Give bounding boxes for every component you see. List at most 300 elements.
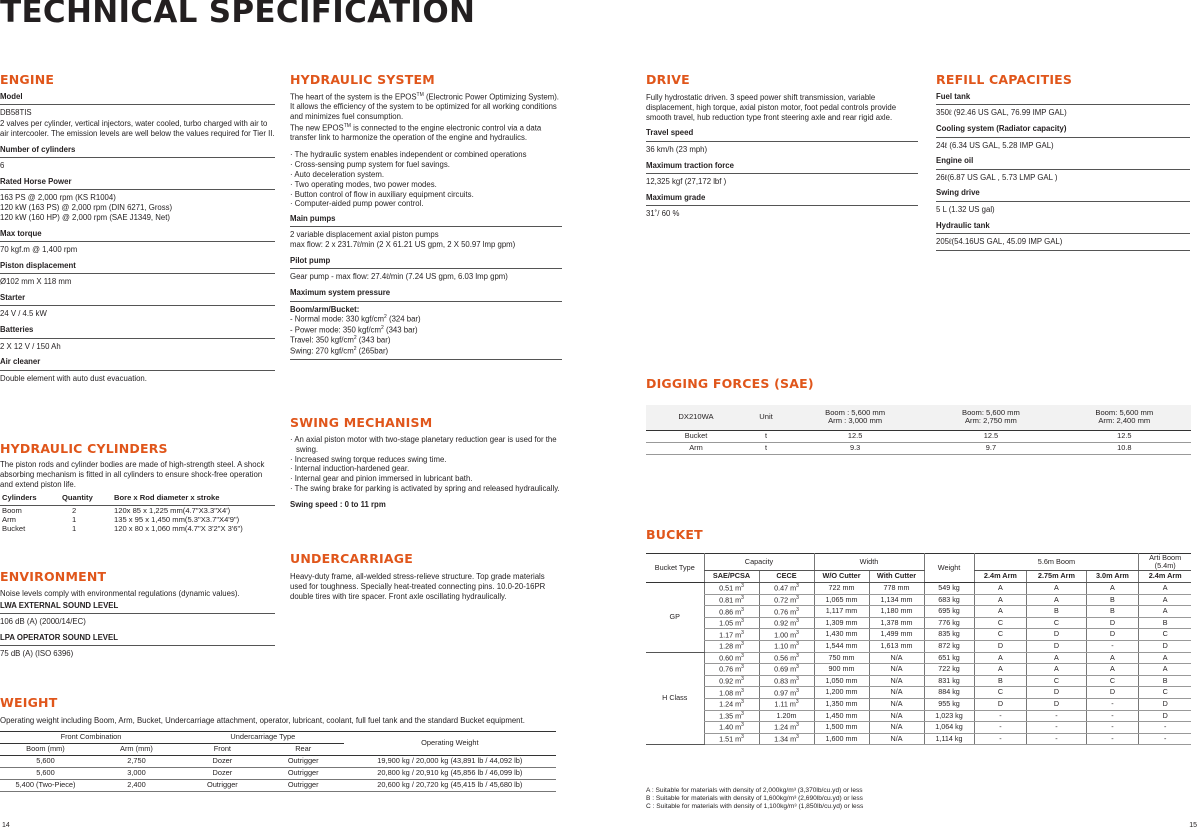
table-cell: A	[974, 606, 1027, 618]
text: 0.76 m	[774, 606, 797, 616]
engine-section	[0, 72, 275, 385]
table-cell: 9.7	[924, 442, 1057, 454]
table-cell: 1,350 mm	[814, 698, 869, 710]
text: - Power mode: 350 kgf/cm	[290, 325, 382, 335]
bucket-table	[646, 553, 1191, 745]
table-cell: -	[1027, 722, 1086, 734]
text: 1.51 m	[719, 734, 742, 744]
text: 0.86 m	[719, 606, 742, 616]
table-cell: 12.5	[924, 430, 1057, 442]
engine-oil-label: Engine oil	[936, 151, 1190, 169]
environment-section	[0, 569, 275, 660]
table-cell	[759, 733, 814, 745]
traction-force-value: 12,325 kgf (27,172 lbf )	[646, 176, 727, 186]
swing-drive-label: Swing drive	[936, 183, 1190, 201]
superscript: 3	[741, 641, 744, 648]
torque-value: 70 kgf.m @ 1,400 rpm	[0, 245, 78, 255]
undercarriage-type-header: Undercarriage Type	[182, 731, 344, 743]
table-cell: A	[1139, 664, 1191, 676]
hydraulic-tank-label: Hydraulic tank	[936, 216, 1190, 234]
lpa-value: 75 dB (A) (ISO 6396)	[0, 649, 74, 659]
superscript: 3	[796, 583, 799, 590]
table-cell: Outrigger	[182, 779, 263, 791]
config-header	[924, 405, 1057, 430]
text: 1.24 m	[774, 722, 797, 732]
piston-displacement-value: Ø102 mm X 118 mm	[0, 277, 72, 287]
text: (343 bar)	[358, 335, 391, 345]
table-cell: 884 kg	[924, 687, 974, 699]
pressure-line: - Normal mode: 330 kgf/$cm^2$ (324 bar)	[290, 314, 421, 324]
model-header: DX210WA	[646, 405, 746, 430]
text: (Electronic Power Optimizing System). It allows the efficiency of the system to be optimized for all working conditions and minimizes fuel consumption.	[290, 92, 559, 122]
table-cell: 1,613 mm	[869, 641, 924, 653]
refill-capacities-heading: REFILL CAPACITIES	[936, 72, 1073, 87]
text: 1.10 m	[774, 641, 797, 651]
list-item: · Internal gear and pinion immersed in lubricant bath.	[290, 474, 562, 484]
table-cell: A	[1139, 606, 1191, 618]
superscript: 3	[741, 710, 744, 717]
bucket-type-cell: H Class	[646, 652, 704, 745]
pressure-line: Swing: 270 kgf/$cm^2$ (265bar)	[290, 346, 562, 360]
list-item: · The swing brake for parking is activated by spring and released hydraulically.	[290, 484, 562, 494]
superscript: 3	[796, 594, 799, 601]
table-cell: 20,800 kg / 20,910 kg (45,856 lb / 46,099 lb)	[344, 767, 556, 779]
superscript: 3	[741, 722, 744, 729]
text: 1.11 m	[774, 699, 796, 709]
text: 0.81 m	[719, 595, 742, 605]
engine-heading: ENGINE	[0, 72, 55, 87]
table-cell: 1	[72, 523, 77, 533]
text: 0.83 m	[774, 676, 797, 686]
arm-2-4m-header: 2.4m Arm	[974, 571, 1027, 583]
text: 1.20m	[776, 710, 797, 720]
table-cell: N/A	[869, 722, 924, 734]
table-cell	[704, 594, 759, 606]
table-cell: Outrigger	[263, 779, 344, 791]
table-cell: Outrigger	[263, 767, 344, 779]
width-header: Width	[814, 554, 924, 571]
table-cell: A	[974, 594, 1027, 606]
model-value: DB58TIS	[0, 108, 32, 118]
table-row	[0, 505, 275, 515]
superscript: 3	[741, 652, 744, 659]
text: (343 bar)	[385, 325, 418, 335]
table-cell: 1,134 mm	[869, 594, 924, 606]
superscript: 3	[741, 629, 744, 636]
table-cell: -	[1086, 698, 1139, 710]
table-cell: 120 x 80 x 1,060 mm(4.7"X 3'2"X 3'6")	[114, 523, 243, 533]
table-cell: A	[974, 583, 1027, 595]
table-cell: 1,500 mm	[814, 722, 869, 734]
hydraulic-paragraph-2	[290, 123, 562, 144]
table-cell: A	[1027, 583, 1086, 595]
table-cell: -	[1027, 710, 1086, 722]
table-cell: -	[1086, 641, 1139, 653]
table-cell: 1,200 mm	[814, 687, 869, 699]
text: - Normal mode: 330 kgf/cm	[290, 315, 385, 324]
table-cell: 120x 85 x 1,225 mm(4.7"X3.3"X4')	[114, 505, 231, 515]
table-row	[646, 629, 1191, 641]
text: Boom: 5,600 mm	[1095, 407, 1154, 417]
text: Boom: 5,600 mm	[962, 407, 1020, 417]
note-a: A : Suitable for materials with density of 2,000kg/m³ (3,370lb/cu.yd) or less	[646, 787, 863, 794]
text: (5.4m)	[1154, 561, 1176, 571]
table-row	[0, 524, 275, 533]
list-item: · Cross-sensing pump system for fuel savings.	[290, 160, 562, 170]
text: Arm : 3,000 mm	[828, 416, 883, 426]
table-cell	[759, 698, 814, 710]
list-item: · An axial piston motor with two-stage planetary reduction gear is used for the swing.	[290, 435, 562, 455]
table-cell	[759, 722, 814, 734]
table-cell	[704, 629, 759, 641]
table-cell: C	[1139, 687, 1191, 699]
text: (265bar)	[358, 346, 389, 356]
table-row	[646, 583, 1191, 595]
table-cell: 9.3	[786, 442, 924, 454]
wo-cutter-header: W/O Cutter	[814, 571, 869, 583]
environment-description: Noise levels comply with environmental regulations (dynamic values).	[0, 589, 240, 598]
table-cell	[704, 675, 759, 687]
hydraulic-cylinders-section	[0, 441, 275, 533]
table-cell: -	[1086, 722, 1139, 734]
torque-label: Max torque	[0, 224, 275, 242]
quantity-header: Quantity	[60, 490, 112, 505]
table-cell: B	[974, 675, 1027, 687]
table-cell	[704, 652, 759, 664]
superscript: 3	[741, 687, 744, 694]
text: 0.72 m	[774, 595, 797, 605]
table-cell: B	[1139, 675, 1191, 687]
table-cell: A	[1027, 664, 1086, 676]
table-cell	[759, 664, 814, 676]
table-cell: 2,750	[91, 755, 182, 767]
horse-power-label: Rated Horse Power	[0, 172, 275, 190]
text: 0.56 m	[774, 653, 797, 663]
with-cutter-header: With Cutter	[869, 571, 924, 583]
table-cell	[704, 606, 759, 618]
table-cell: 1	[72, 514, 77, 524]
table-cell	[704, 722, 759, 734]
table-cell: -	[1139, 733, 1191, 745]
bore-header: Bore x Rod diameter x stroke	[112, 490, 275, 505]
table-cell	[759, 629, 814, 641]
table-cell: 1,430 mm	[814, 629, 869, 641]
text: 1.34 m	[774, 734, 797, 744]
superscript: 3	[741, 583, 744, 590]
table-cell: 750 mm	[814, 652, 869, 664]
table-cell	[759, 675, 814, 687]
table-cell: 651 kg	[924, 652, 974, 664]
batteries-label: Batteries	[0, 320, 275, 338]
text: Arm: 2,750 mm	[964, 416, 1017, 426]
rear-header: Rear	[263, 743, 344, 755]
text: The new EPOS	[290, 123, 344, 133]
table-cell: C	[974, 687, 1027, 699]
table-cell: C	[1027, 617, 1086, 629]
bucket-heading: BUCKET	[646, 527, 703, 542]
text: 0.51 m	[719, 583, 742, 593]
text: 1.35 m	[719, 711, 742, 721]
cylinders-table	[0, 490, 275, 532]
table-cell: D	[1086, 629, 1139, 641]
piston-displacement-label: Piston displacement	[0, 256, 275, 274]
superscript: 3	[741, 606, 744, 613]
text: (324 bar)	[388, 315, 421, 324]
table-cell: 1,378 mm	[869, 617, 924, 629]
table-cell: 1,064 kg	[924, 722, 974, 734]
table-cell: 695 kg	[924, 606, 974, 618]
table-cell: C	[1086, 675, 1139, 687]
text: 1.17 m	[719, 630, 742, 640]
superscript: 3	[796, 734, 799, 741]
lpa-label: LPA OPERATOR SOUND LEVEL	[0, 628, 275, 646]
text: Swing: 270 kgf/cm	[290, 346, 354, 356]
text: Travel: 350 kgf/cm	[290, 335, 354, 345]
cylinders-count-label: Number of cylinders	[0, 140, 275, 158]
table-row	[646, 442, 1191, 454]
main-pumps-value: 2 variable displacement axial piston pumps	[290, 230, 439, 240]
fuel-tank-value: 350ℓ (92.46 US GAL, 76.99 IMP GAL)	[936, 108, 1067, 118]
table-cell: 900 mm	[814, 664, 869, 676]
operating-weight-header: Operating Weight	[344, 731, 556, 755]
text: 1.24 m	[719, 699, 742, 709]
table-cell: D	[1139, 641, 1191, 653]
table-row	[646, 641, 1191, 653]
superscript: 3	[796, 606, 799, 613]
table-cell: 19,900 kg / 20,000 kg (43,891 lb / 44,092 lb)	[344, 755, 556, 767]
table-cell: Arm	[2, 514, 16, 524]
superscript: 3	[741, 664, 744, 671]
list-item: · Button control of flow in auxiliary equipment circuits.	[290, 190, 562, 200]
table-row	[646, 687, 1191, 699]
table-cell: N/A	[869, 652, 924, 664]
travel-speed-value: 36 km/h (23 mph)	[646, 144, 708, 154]
table-cell: 1,023 kg	[924, 710, 974, 722]
table-cell: N/A	[869, 710, 924, 722]
text: 0.76 m	[719, 664, 742, 674]
table-cell: 5,600	[0, 767, 91, 779]
max-grade-label: Maximum grade	[646, 188, 918, 206]
hydraulic-tank-value: 205ℓ(54.16US GAL, 45.09 IMP GAL)	[936, 237, 1190, 251]
table-cell: Bucket	[646, 430, 746, 442]
unit-header: Unit	[746, 405, 786, 430]
list-item: · The hydraulic system enables independent or combined operations	[290, 150, 562, 160]
hydraulic-system-heading: HYDRAULIC SYSTEM	[290, 72, 435, 87]
starter-value: 24 V / 4.5 kW	[0, 309, 47, 319]
text: 0.92 m	[774, 618, 797, 628]
table-cell	[759, 652, 814, 664]
hydraulic-system-section	[290, 72, 562, 360]
table-row	[646, 430, 1191, 442]
table-cell: N/A	[869, 698, 924, 710]
table-cell	[704, 583, 759, 595]
cooling-system-label: Cooling system (Radiator capacity)	[936, 119, 1190, 137]
table-row	[646, 733, 1191, 745]
table-row	[646, 722, 1191, 734]
text: Boom : 5,600 mm	[825, 407, 886, 417]
engine-oil-value: 26ℓ(6.87 US GAL , 5.73 LMP GAL )	[936, 172, 1058, 182]
bucket-notes	[646, 787, 863, 811]
table-row	[646, 606, 1191, 618]
table-cell: A	[1086, 583, 1139, 595]
table-cell: t	[746, 430, 786, 442]
table-cell: A	[1139, 652, 1191, 664]
lwa-label: LWA EXTERNAL SOUND LEVEL	[0, 600, 275, 614]
table-row	[0, 755, 556, 767]
table-cell: A	[1086, 652, 1139, 664]
batteries-value: 2 X 12 V / 150 Ah	[0, 341, 61, 351]
drive-heading: DRIVE	[646, 72, 690, 87]
horse-power-line: 120 kW (163 PS) @ 2,000 rpm (DIN 6271, Gross)	[0, 203, 173, 213]
table-cell: A	[1027, 652, 1086, 664]
superscript: 3	[741, 594, 744, 601]
table-cell: C	[974, 629, 1027, 641]
table-cell: 549 kg	[924, 583, 974, 595]
table-cell: 2,400	[91, 779, 182, 791]
note-b: B : Suitable for materials with density of 1,600kg/m³ (2,690lb/cu.yd) or less	[646, 794, 863, 802]
refill-capacities-section	[936, 72, 1190, 251]
text: 1.40 m	[719, 722, 742, 732]
cece-header: CECE	[759, 571, 814, 583]
config-header	[1058, 405, 1191, 430]
table-cell: B	[1139, 617, 1191, 629]
table-cell: 722 mm	[814, 583, 869, 595]
swing-mechanism-section	[290, 415, 562, 511]
superscript: 3	[741, 618, 744, 625]
table-cell	[759, 641, 814, 653]
table-row	[646, 594, 1191, 606]
page-title: TECHNICAL SPECIFICATION	[0, 0, 476, 30]
cooling-system-value: 24ℓ (6.34 US GAL, 5.28 IMP GAL)	[936, 140, 1054, 150]
main-pumps-label: Main pumps	[290, 209, 562, 227]
max-pressure-label: Maximum system pressure	[290, 283, 562, 301]
superscript: 3	[796, 664, 799, 671]
list-item: · Increased swing torque reduces swing time.	[290, 455, 562, 465]
bucket-type-cell: GP	[646, 583, 704, 653]
table-cell	[704, 733, 759, 745]
hydraulic-cylinders-description: The piston rods and cylinder bodies are made of high-strength steel. A shock absorbing mechanism is fitted in all cylinders to ensure shock-free operation and extend piston life.	[0, 460, 265, 489]
table-cell: D	[1086, 687, 1139, 699]
table-cell: 831 kg	[924, 675, 974, 687]
capacity-header: Capacity	[704, 554, 814, 571]
table-row	[646, 698, 1191, 710]
table-cell: A	[974, 652, 1027, 664]
bucket-type-header: Bucket Type	[646, 554, 704, 583]
table-cell: D	[1027, 687, 1086, 699]
table-cell	[759, 710, 814, 722]
table-cell: 683 kg	[924, 594, 974, 606]
text: 0.60 m	[719, 653, 742, 663]
superscript: 3	[796, 629, 799, 636]
text: Arti Boom	[1149, 553, 1182, 562]
superscript: 3	[796, 722, 799, 729]
table-cell	[704, 664, 759, 676]
config-header	[786, 405, 924, 430]
table-cell: 1,114 kg	[924, 733, 974, 745]
table-cell: 1,065 mm	[814, 594, 869, 606]
list-item: · Computer-aided pump power control.	[290, 199, 562, 209]
table-cell	[704, 617, 759, 629]
superscript: 3	[796, 618, 799, 625]
drive-description: Fully hydrostatic driven. 3 speed power shift transmission, variable displacement, high torque, axial piston motor, foot pedal controls provide smooth travel, hub reduction type front steering axle and rear rigid axle.	[646, 93, 897, 122]
text: 0.69 m	[774, 664, 797, 674]
table-cell: 955 kg	[924, 698, 974, 710]
table-cell: B	[1027, 606, 1086, 618]
starter-label: Starter	[0, 288, 275, 306]
table-cell: D	[1139, 710, 1191, 722]
text: 0.92 m	[719, 676, 742, 686]
table-cell: 835 kg	[924, 629, 974, 641]
arm-header: Arm (mm)	[91, 743, 182, 755]
table-row	[646, 710, 1191, 722]
swing-feature-list	[290, 435, 562, 494]
table-cell	[759, 594, 814, 606]
digging-forces-heading: DIGGING FORCES (SAE)	[646, 376, 814, 391]
superscript: 3	[741, 734, 744, 741]
table-row	[0, 767, 556, 779]
table-cell: 1,180 mm	[869, 606, 924, 618]
table-cell	[759, 617, 814, 629]
weight-description: Operating weight including Boom, Arm, Bucket, Undercarriage attachment, operator, lubricant, coolant, full fuel tank and the standard Bucket equipment.	[0, 716, 525, 725]
max-grade-value: 31˚/ 60 %	[646, 209, 680, 219]
table-cell: -	[1086, 710, 1139, 722]
table-cell: 10.8	[1058, 442, 1191, 454]
table-cell: B	[1086, 594, 1139, 606]
superscript: 3	[796, 641, 799, 648]
table-cell	[759, 583, 814, 595]
front-header: Front	[182, 743, 263, 755]
text: 1.28 m	[719, 641, 742, 651]
boom-5-6m-header: 5.6m Boom	[974, 554, 1139, 571]
table-cell: Boom	[2, 505, 22, 515]
table-cell: D	[974, 641, 1027, 653]
horse-power-line: 163 PS @ 2,000 rpm (KS R1004)	[0, 193, 116, 203]
table-row	[646, 675, 1191, 687]
hydraulic-paragraph-1	[290, 92, 562, 123]
table-cell: -	[974, 710, 1027, 722]
table-cell	[759, 687, 814, 699]
main-pumps-flow: max flow: 2 x 231.7ℓ/min (2 X 61.21 US gpm, 2 X 50.97 lmp gpm)	[290, 240, 516, 250]
table-cell: -	[1139, 722, 1191, 734]
cylinders-count-value: 6	[0, 161, 5, 171]
table-cell: D	[1027, 698, 1086, 710]
text: 0.47 m	[774, 583, 797, 593]
table-cell: N/A	[869, 664, 924, 676]
table-cell: 1,499 mm	[869, 629, 924, 641]
digging-forces-table	[646, 405, 1191, 455]
swing-mechanism-heading: SWING MECHANISM	[290, 415, 433, 430]
sae-header: SAE/PCSA	[704, 571, 759, 583]
table-cell	[759, 606, 814, 618]
pilot-pump-label: Pilot pump	[290, 251, 562, 269]
table-cell	[704, 687, 759, 699]
table-cell: 1,050 mm	[814, 675, 869, 687]
text: 1.05 m	[719, 618, 742, 628]
page-number-left: 14	[2, 821, 10, 829]
model-description: 2 valves per cylinder, vertical injectors, water cooled, turbo charged with air to air intercooler. The emission levels are well below the values required for Tier II.	[0, 119, 275, 138]
travel-speed-label: Travel speed	[646, 123, 918, 141]
undercarriage-description: Heavy-duty frame, all-welded stress-relieve structure. Top grade materials used for toughness. Specially heat-treated connecting pins. 10.0-20-16PR double tires with tire spacer. Front axle oscillating hydraulically.	[290, 572, 546, 601]
table-cell: A	[1027, 594, 1086, 606]
table-row	[646, 664, 1191, 676]
table-cell: 3,000	[91, 767, 182, 779]
cylinders-header: Cylinders	[0, 490, 60, 505]
table-cell: 12.5	[786, 430, 924, 442]
front-combination-header: Front Combination	[0, 731, 182, 743]
table-cell: A	[974, 664, 1027, 676]
table-cell: 5,600	[0, 755, 91, 767]
superscript: 3	[796, 687, 799, 694]
